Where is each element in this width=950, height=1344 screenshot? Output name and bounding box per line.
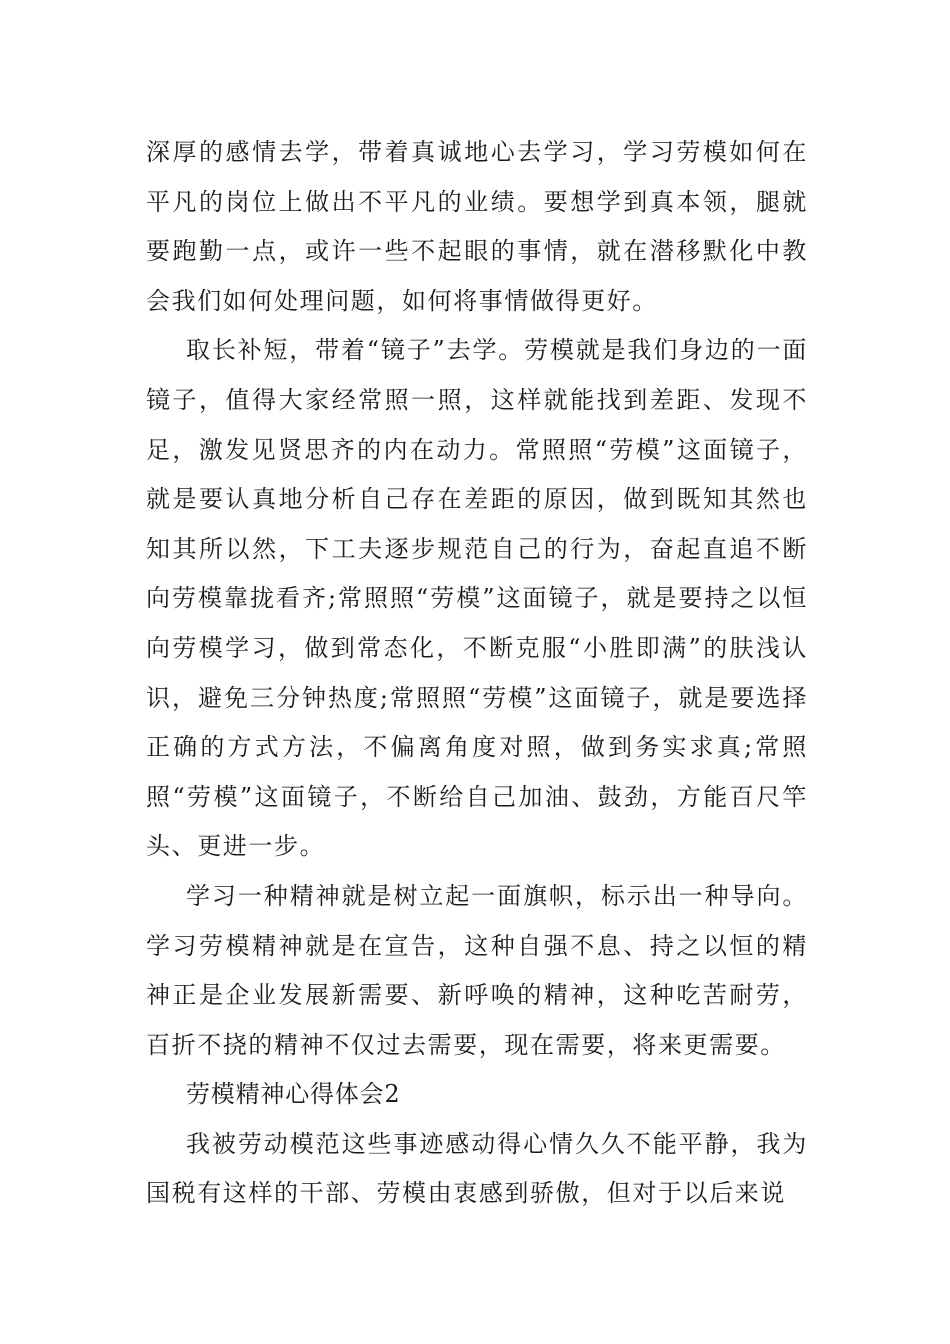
section-heading: 劳模精神心得体会2 xyxy=(186,1080,401,1109)
paragraph-2: 取长补短，带着“镜子”去学。劳模就是我们身边的一面镜子，值得大家经常照一照，这样就能找到差距、发现不足，激发见贤思齐的内在动力。常照照“劳模”这面镜子，就是要认真地分析自己存在差距的原因，做到既知其然也知其所以然，下工夫逐步规范自己的行为，奋起直追不断向劳模靠拢看齐;常照照“劳模”这面镜子，就是要持之以恒向劳模学习，做到常态化，不断克服“小胜即满”的肤浅认识，避免三分钟热度;常照照“劳模”这面镜子，就是要选择正确的方式方法，不偏离角度对照，做到务实求真;常照照“劳模”这面镜子，不断给自己加油、鼓劲，方能百尺竿头、更进一步。 xyxy=(146,336,808,861)
paragraph-4: 我被劳动模范这些事迹感动得心情久久不能平静，我为国税有这样的干部、劳模由衷感到骄傲，但对于以后来说 xyxy=(146,1129,808,1208)
paragraph-3: 学习一种精神就是树立起一面旗帜，标示出一种导向。学习劳模精神就是在宣告，这种自强不息、持之以恒的精神正是企业发展新需要、新呼唤的精神，这种吃苦耐劳，百折不挠的精神不仅过去需要，现在需要，将来更需要。 xyxy=(146,881,808,1059)
document-body xyxy=(146,128,808,1219)
paragraph-1: 深厚的感情去学，带着真诚地心去学习，学习劳模如何在平凡的岗位上做出不平凡的业绩。要想学到真本领，腿就要跑勤一点，或许一些不起眼的事情，就在潜移默化中教会我们如何处理问题，如何将事情做得更好。 xyxy=(146,138,808,315)
